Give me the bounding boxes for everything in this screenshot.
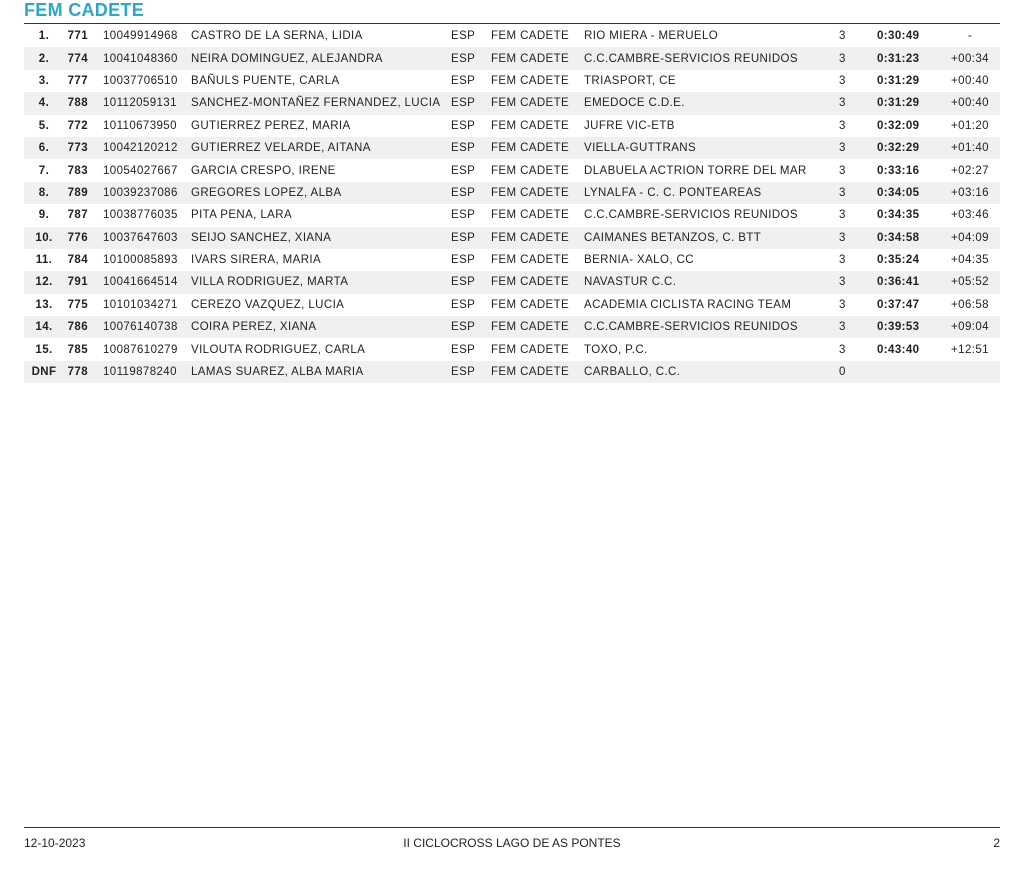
table-row [24, 47, 1000, 69]
gap-cell [940, 361, 1000, 383]
gap-cell: +06:58 [951, 298, 989, 311]
team-cell: VIELLA-GUTTRANS [584, 137, 839, 159]
laps-cell: 3 [839, 254, 846, 267]
rider-name-cell: CEREZO VAZQUEZ, LUCIA [191, 298, 345, 311]
footer-event-name: II CICLOCROSS LAGO DE AS PONTES [403, 836, 621, 850]
bib-number-cell: 791 [66, 271, 103, 293]
bib-number-cell: 778 [66, 361, 103, 383]
category-cell: FEM CADETE [491, 30, 570, 43]
nationality-cell: ESP [451, 209, 476, 222]
page-number: 2 [993, 836, 1000, 850]
time-cell: 0:34:58 [877, 227, 940, 249]
position-cell: 6. [24, 137, 66, 159]
position-cell: 7. [38, 164, 50, 177]
position-cell: 13. [35, 298, 53, 311]
uci-id-cell: 10049914968 [103, 30, 178, 43]
position-cell: 2. [24, 47, 66, 69]
gap-cell: +04:35 [951, 254, 989, 267]
table-row [24, 137, 1000, 159]
laps-cell: 3 [839, 74, 846, 87]
gap-cell: +12:51 [951, 343, 989, 356]
laps-cell: 3 [839, 182, 877, 204]
uci-id-cell: 10100085893 [103, 254, 178, 267]
laps-cell: 0 [839, 361, 877, 383]
table-row [24, 70, 1000, 92]
team-cell: JUFRE VIC-ETB [584, 119, 675, 132]
time-cell: 0:32:09 [877, 119, 920, 132]
nationality-cell: ESP [451, 271, 491, 293]
nationality-cell: ESP [451, 92, 491, 114]
laps-cell: 3 [839, 343, 846, 356]
rider-name-cell: COIRA PEREZ, XIANA [191, 316, 451, 338]
time-cell: 0:31:29 [877, 92, 940, 114]
laps-cell: 3 [839, 209, 846, 222]
bib-number-cell: 783 [67, 164, 88, 177]
time-cell: 0:34:05 [877, 182, 940, 204]
bib-number-cell: 787 [67, 209, 88, 222]
table-row [24, 249, 1000, 271]
uci-id-cell: 10038776035 [103, 209, 178, 222]
position-cell: 5. [38, 119, 50, 132]
table-row [24, 25, 1000, 47]
position-cell: DNF [24, 361, 66, 383]
rider-name-cell: NEIRA DOMINGUEZ, ALEJANDRA [191, 47, 451, 69]
category-cell: FEM CADETE [491, 209, 570, 222]
category-cell: FEM CADETE [491, 182, 584, 204]
gap-cell: +02:27 [951, 164, 989, 177]
team-cell: LYNALFA - C. C. PONTEAREAS [584, 182, 839, 204]
position-cell: 11. [35, 254, 53, 267]
table-row [24, 271, 1000, 293]
team-cell: CARBALLO, C.C. [584, 361, 839, 383]
nationality-cell: ESP [451, 137, 491, 159]
uci-id-cell: 10041048360 [103, 47, 191, 69]
table-row [24, 115, 1000, 137]
category-cell: FEM CADETE [491, 298, 570, 311]
gap-cell: +01:20 [951, 119, 989, 132]
category-cell: FEM CADETE [491, 47, 584, 69]
bib-number-cell: 773 [66, 137, 103, 159]
bib-number-cell: 775 [67, 298, 88, 311]
gap-cell: +01:40 [940, 137, 1000, 159]
position-cell: 3. [38, 74, 50, 87]
time-cell: 0:34:35 [877, 209, 920, 222]
uci-id-cell: 10101034271 [103, 298, 178, 311]
team-cell: C.C.CAMBRE-SERVICIOS REUNIDOS [584, 47, 839, 69]
uci-id-cell: 10041664514 [103, 271, 191, 293]
nationality-cell: ESP [451, 361, 491, 383]
table-row [24, 227, 1000, 249]
uci-id-cell: 10119878240 [103, 361, 191, 383]
bib-number-cell: 785 [67, 343, 88, 356]
time-cell: 0:30:49 [877, 30, 920, 43]
nationality-cell: ESP [451, 254, 476, 267]
team-cell: NAVASTUR C.C. [584, 271, 839, 293]
footer-date: 12-10-2023 [24, 836, 86, 850]
category-title: FEM CADETE [24, 0, 144, 20]
rider-name-cell: SEIJO SANCHEZ, XIANA [191, 227, 451, 249]
uci-id-cell: 10042120212 [103, 137, 191, 159]
table-row [24, 294, 1000, 316]
time-cell: 0:32:29 [877, 137, 940, 159]
position-cell: 9. [38, 209, 50, 222]
gap-cell: +03:16 [940, 182, 1000, 204]
nationality-cell: ESP [451, 47, 491, 69]
bib-number-cell: 772 [67, 119, 88, 132]
laps-cell: 3 [839, 30, 846, 43]
rider-name-cell: SANCHEZ-MONTAÑEZ FERNANDEZ, LUCIA [191, 92, 451, 114]
table-row [24, 316, 1000, 338]
nationality-cell: ESP [451, 119, 476, 132]
rider-name-cell: BAÑULS PUENTE, CARLA [191, 74, 340, 87]
bib-number-cell: 786 [66, 316, 103, 338]
laps-cell: 3 [839, 227, 877, 249]
bib-number-cell: 771 [67, 30, 88, 43]
bib-number-cell: 788 [66, 92, 103, 114]
laps-cell: 3 [839, 47, 877, 69]
gap-cell: +05:52 [940, 271, 1000, 293]
team-cell: EMEDOCE C.D.E. [584, 92, 839, 114]
position-cell: 4. [24, 92, 66, 114]
category-cell: FEM CADETE [491, 137, 584, 159]
title-divider [24, 23, 1000, 24]
time-cell: 0:43:40 [877, 343, 920, 356]
category-cell: FEM CADETE [491, 271, 584, 293]
table-row [24, 92, 1000, 114]
gap-cell: +00:34 [940, 47, 1000, 69]
category-cell: FEM CADETE [491, 254, 570, 267]
laps-cell: 3 [839, 298, 846, 311]
bib-number-cell: 776 [66, 227, 103, 249]
uci-id-cell: 10110673950 [103, 119, 177, 132]
footer-divider [24, 827, 1000, 828]
time-cell [877, 361, 940, 383]
laps-cell: 3 [839, 137, 877, 159]
position-cell: 8. [24, 182, 66, 204]
team-cell: TOXO, P.C. [584, 343, 648, 356]
category-cell: FEM CADETE [491, 119, 570, 132]
laps-cell: 3 [839, 316, 877, 338]
rider-name-cell: LAMAS SUAREZ, ALBA MARIA [191, 361, 451, 383]
uci-id-cell: 10087610279 [103, 343, 178, 356]
rider-name-cell: PITA PENA, LARA [191, 209, 293, 222]
table-row [24, 159, 1000, 181]
position-cell: 1. [38, 30, 50, 43]
gap-cell: +03:46 [951, 209, 989, 222]
laps-cell: 3 [839, 271, 877, 293]
rider-name-cell: GREGORES LOPEZ, ALBA [191, 182, 451, 204]
category-cell: FEM CADETE [491, 316, 584, 338]
category-cell: FEM CADETE [491, 343, 570, 356]
position-cell: 15. [35, 343, 53, 356]
time-cell: 0:39:53 [877, 316, 940, 338]
rider-name-cell: VILLA RODRIGUEZ, MARTA [191, 271, 451, 293]
gap-cell: +00:40 [951, 74, 989, 87]
nationality-cell: ESP [451, 74, 476, 87]
rider-name-cell: CASTRO DE LA SERNA, LIDIA [191, 30, 363, 43]
nationality-cell: ESP [451, 164, 476, 177]
laps-cell: 3 [839, 92, 877, 114]
time-cell: 0:35:24 [877, 254, 920, 267]
nationality-cell: ESP [451, 227, 491, 249]
bib-number-cell: 784 [67, 254, 88, 267]
category-cell: FEM CADETE [491, 92, 584, 114]
team-cell: TRIASPORT, CE [584, 74, 676, 87]
category-cell: FEM CADETE [491, 164, 570, 177]
gap-cell: +04:09 [940, 227, 1000, 249]
table-row [24, 361, 1000, 383]
gap-cell: +00:40 [940, 92, 1000, 114]
bib-number-cell: 789 [66, 182, 103, 204]
rider-name-cell: GARCIA CRESPO, IRENE [191, 164, 336, 177]
time-cell: 0:33:16 [877, 164, 920, 177]
nationality-cell: ESP [451, 182, 491, 204]
uci-id-cell: 10054027667 [103, 164, 178, 177]
team-cell: C.C.CAMBRE-SERVICIOS REUNIDOS [584, 209, 798, 222]
nationality-cell: ESP [451, 30, 476, 43]
results-table [24, 25, 1000, 383]
time-cell: 0:31:23 [877, 47, 940, 69]
uci-id-cell: 10039237086 [103, 182, 191, 204]
position-cell: 10. [24, 227, 66, 249]
laps-cell: 3 [839, 119, 846, 132]
rider-name-cell: GUTIERREZ VELARDE, AITANA [191, 137, 451, 159]
rider-name-cell: VILOUTA RODRIGUEZ, CARLA [191, 343, 366, 356]
nationality-cell: ESP [451, 298, 476, 311]
team-cell: ACADEMIA CICLISTA RACING TEAM [584, 298, 792, 311]
position-cell: 14. [24, 316, 66, 338]
nationality-cell: ESP [451, 316, 491, 338]
category-cell: FEM CADETE [491, 361, 584, 383]
team-cell: BERNIA- XALO, CC [584, 254, 694, 267]
uci-id-cell: 10076140738 [103, 316, 191, 338]
uci-id-cell: 10112059131 [103, 92, 191, 114]
uci-id-cell: 10037706510 [103, 74, 178, 87]
nationality-cell: ESP [451, 343, 476, 356]
time-cell: 0:31:29 [877, 74, 920, 87]
laps-cell: 3 [839, 164, 846, 177]
team-cell: CAIMANES BETANZOS, C. BTT [584, 227, 839, 249]
team-cell: DLABUELA ACTRION TORRE DEL MAR [584, 164, 807, 177]
time-cell: 0:36:41 [877, 271, 940, 293]
category-cell: FEM CADETE [491, 74, 570, 87]
rider-name-cell: IVARS SIRERA, MARIA [191, 254, 322, 267]
time-cell: 0:37:47 [877, 298, 920, 311]
gap-cell: +09:04 [940, 316, 1000, 338]
table-row [24, 182, 1000, 204]
bib-number-cell: 777 [67, 74, 88, 87]
bib-number-cell: 774 [66, 47, 103, 69]
team-cell: RIO MIERA - MERUELO [584, 30, 719, 43]
team-cell: C.C.CAMBRE-SERVICIOS REUNIDOS [584, 316, 839, 338]
category-cell: FEM CADETE [491, 227, 584, 249]
rider-name-cell: GUTIERREZ PEREZ, MARIA [191, 119, 351, 132]
table-row [24, 204, 1000, 226]
table-row [24, 338, 1000, 360]
uci-id-cell: 10037647603 [103, 227, 191, 249]
results-table-body [24, 25, 1000, 383]
gap-cell: - [967, 30, 973, 43]
position-cell: 12. [24, 271, 66, 293]
